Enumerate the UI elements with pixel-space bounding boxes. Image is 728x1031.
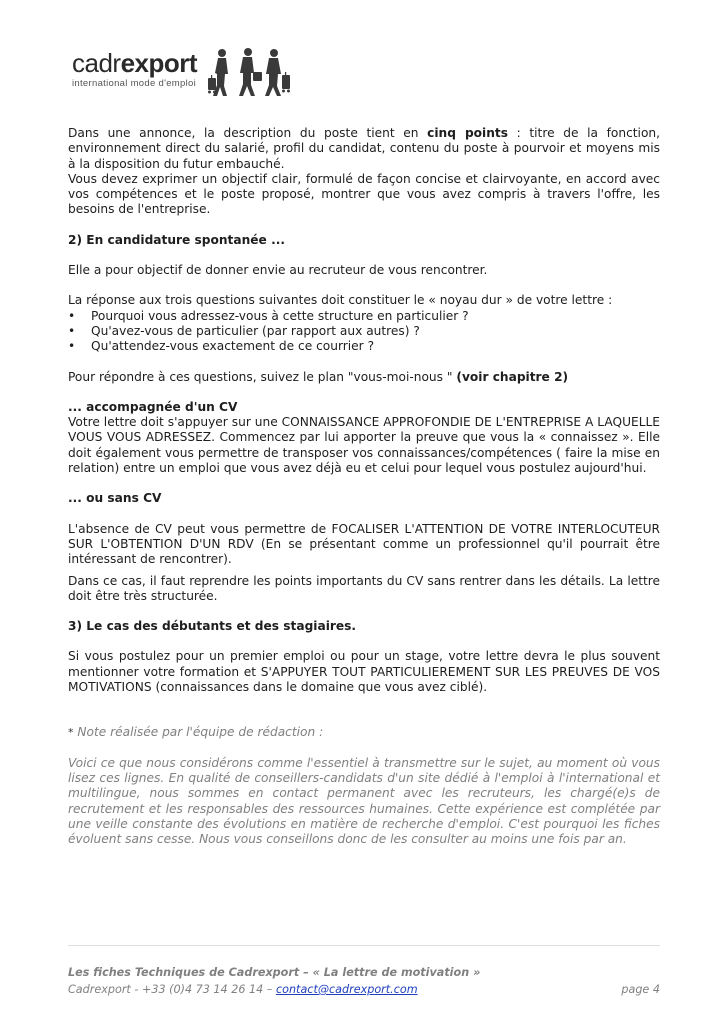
footer-title: Les fiches Techniques de Cadrexport – « La lettre de motivation » [68,966,481,979]
paragraph-structure: Dans ce cas, il faut reprendre les points importants du CV sans rentrer dans les détails. La lettre doit être très structurée. [68,573,660,603]
paragraph-avec-cv: Votre lettre doit s'appuyer sur une CONNAISSANCE APPROFONDIE DE L'ENTREPRISE A LAQUELLE VOUS VOUS ADRESSEZ. Commencez par lui apporter la preuve que vous la « connaissez ». Elle doit également vous permettre de transposer vos connaissances/compétences ( faire la mise en relation) entre un emploi que vous avez déjà eu et celui pour lequel vous postulez aujourd'hui. [68,415,660,476]
cadrexport-logo [70,46,300,98]
page-number: page 4 [621,983,660,996]
note-heading: * Note réalisée par l'équipe de rédaction : [68,725,324,740]
list-item: • Pourquoi vous adressez-vous à cette structure en particulier ? [68,309,660,324]
list-item: • Qu'attendez-vous exactement de ce courrier ? [68,339,660,354]
paragraph-annonce: Dans une annonce, la description du poste tient en cinq points : titre de la fonction, environnement direct du salarié, profil du candidat, contenu du poste à pourvoir et moyens mis à la disposition du futur embauché. [68,126,660,171]
paragraph-plan: Pour répondre à ces questions, suivez le plan "vous-moi-nous " (voir chapitre 2) [68,369,569,384]
question-list [68,309,660,355]
paragraph-objectif: Vous devez exprimer un objectif clair, formulé de façon concise et clairvoyante, en accord avec vos compétences et le poste proposé, montrer que vous avez compris à travers l'offre, les besoins de l'entreprise. [68,171,660,217]
heading-sans-cv: ... ou sans CV [68,491,162,506]
email-link[interactable]: contact@cadrexport.com [275,983,418,996]
paragraph-sans-cv: L'absence de CV peut vous permettre de FOCALISER L'ATTENTION DE VOTRE INTERLOCUTEUR SUR L'OBTENTION D'UN RDV (En se présentant comme un professionnel qu'il pourrait être intéressant de rencontrer). [68,521,660,567]
document-body [68,126,660,847]
heading-candidature-spontanee: 2) En candidature spontanée ... [68,232,285,247]
note-text: Voici ce que nous considérons comme l'essentiel à transmettre sur le sujet, au moment où vous lisez ces lignes. En qualité de conseillers-candidats d'un site dédié à l'emploi à l'international et multilingue, nous sommes en contact permanent avec les recruteurs, les chargé(e)s de recrutement et les responsables des ressources humaines. Cette expérience est complétée par une veille constante des évolutions en matière de recherche d'emploi. C'est pourquoi les fiches évoluent sans cesse. Nous vous conseillons donc de les consulter au moins une fois par an. [68,755,660,847]
logo-tagline: international mode d'emploi [72,78,196,89]
paragraph-envie: Elle a pour objectif de donner envie au recruteur de vous rencontrer. [68,263,488,278]
heading-avec-cv: ... accompagnée d'un CV [68,399,238,414]
travelers-icon [205,46,300,98]
heading-debutants: 3) Le cas des débutants et des stagiaires. [68,619,357,634]
logo-wordmark: cadrexport [72,48,198,78]
paragraph-debutants: Si vous postulez pour un premier emploi ou pour un stage, votre lettre devra le plus souvent mentionner votre formation et S'APPUYER TOUT PARTICULIEREMENT SUR LES PREUVES DE VOS MOTIVATIONS (connaissances dans le domaine que vous avez ciblé). [68,649,660,695]
footer-divider [68,945,660,946]
note-star: * [68,726,74,740]
list-item: • Qu'avez-vous de particulier (par rapport aux autres) ? [68,324,660,339]
footer-contact: Cadrexport - +33 (0)4 73 14 26 14 – contact@cadrexport.com page 4 [68,983,660,996]
paragraph-questions-intro: La réponse aux trois questions suivantes doit constituer le « noyau dur » de votre lettre : [68,293,613,308]
